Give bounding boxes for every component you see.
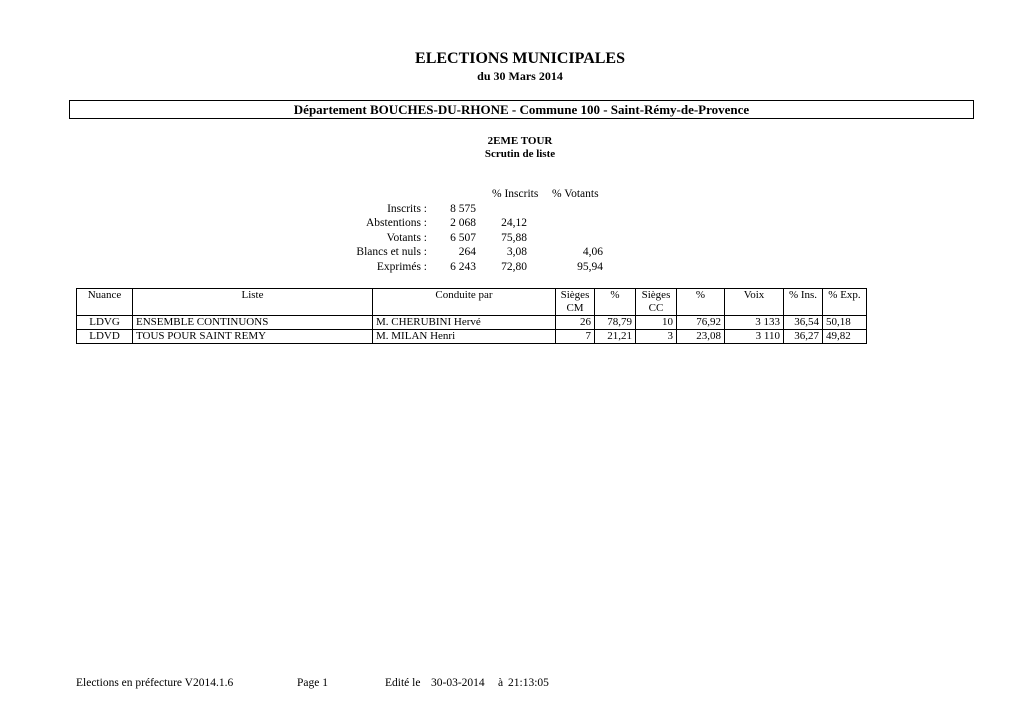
stats-label: Abstentions : xyxy=(365,217,427,229)
scrutin-type: Scrutin de liste xyxy=(484,148,556,160)
department-banner: Département BOUCHES-DU-RHONE - Commune 100 - Saint-Rémy-de-Provence xyxy=(69,100,974,119)
cell-pct-ins: 36,54 xyxy=(784,316,823,330)
cell-conduite: M. MILAN Henri xyxy=(373,330,556,344)
col-sieges-cc xyxy=(636,289,677,316)
stats-row-blancs-nuls xyxy=(0,246,1024,260)
round-label: 2EME TOUR xyxy=(487,135,553,147)
cell-sieges-cm: 7 xyxy=(556,330,595,344)
cell-pct-cc: 76,92 xyxy=(677,316,725,330)
stats-row-inscrits xyxy=(0,203,1024,217)
stats-label: Votants : xyxy=(386,232,427,244)
page-title: ELECTIONS MUNICIPALES xyxy=(415,50,625,67)
col-sieges-cm xyxy=(556,289,595,316)
col-pct-cm: % xyxy=(595,289,636,316)
col-sieges-cm-line1: Sièges xyxy=(560,289,590,301)
col-conduite: Conduite par xyxy=(373,289,556,316)
col-nuance: Nuance xyxy=(77,289,133,316)
col-sieges-cc-line2: CC xyxy=(648,302,664,314)
stats-value: 264 xyxy=(458,246,476,258)
footer-edited-label: Edité le xyxy=(385,677,421,689)
col-voix: Voix xyxy=(725,289,784,316)
election-date: du 30 Mars 2014 xyxy=(477,69,563,83)
col-pct-cc: % xyxy=(677,289,725,316)
cell-nuance: LDVG xyxy=(77,316,133,330)
col-pct-ins: % Ins. xyxy=(784,289,823,316)
cell-conduite: M. CHERUBINI Hervé xyxy=(373,316,556,330)
stats-pct-inscrits: 3,08 xyxy=(506,246,527,258)
col-pct-inscrits: % Inscrits xyxy=(492,188,539,200)
stats-pct-inscrits: 72,80 xyxy=(501,261,527,273)
stats-row-exprimes xyxy=(0,261,1024,275)
cell-voix: 3 110 xyxy=(725,330,784,344)
stats-row-votants xyxy=(0,232,1024,246)
cell-pct-exp: 49,82 xyxy=(823,330,867,344)
stats-label: Exprimés : xyxy=(376,261,427,273)
cell-nuance: LDVD xyxy=(77,330,133,344)
footer-page-number: Page 1 xyxy=(297,677,328,689)
cell-pct-cc: 23,08 xyxy=(677,330,725,344)
cell-pct-cm: 78,79 xyxy=(595,316,636,330)
table-row xyxy=(77,330,867,344)
cell-sieges-cc: 3 xyxy=(636,330,677,344)
cell-pct-exp: 50,18 xyxy=(823,316,867,330)
cell-voix: 3 133 xyxy=(725,316,784,330)
stats-header-row xyxy=(0,188,1024,202)
footer-app-version: Elections en préfecture V2014.1.6 xyxy=(76,677,234,689)
cell-liste: ENSEMBLE CONTINUONS xyxy=(133,316,373,330)
stats-value: 8 575 xyxy=(450,203,476,215)
stats-value: 2 068 xyxy=(450,217,476,229)
cell-sieges-cc: 10 xyxy=(636,316,677,330)
footer-edited-date: 30-03-2014 xyxy=(431,677,485,689)
cell-pct-ins: 36,27 xyxy=(784,330,823,344)
stats-value: 6 507 xyxy=(450,232,476,244)
col-liste: Liste xyxy=(133,289,373,316)
col-pct-votants: % Votants xyxy=(552,188,599,200)
stats-pct-inscrits: 75,88 xyxy=(501,232,527,244)
stats-label: Blancs et nuls : xyxy=(356,246,427,258)
stats-label: Inscrits : xyxy=(387,203,427,215)
stats-value: 6 243 xyxy=(450,261,476,273)
cell-pct-cm: 21,21 xyxy=(595,330,636,344)
results-table xyxy=(76,288,867,344)
footer-edited-time: 21:13:05 xyxy=(508,677,549,689)
table-row xyxy=(77,316,867,330)
results-header-row xyxy=(77,289,867,316)
footer-edited-at: à xyxy=(498,677,504,689)
stats-pct-votants: 4,06 xyxy=(582,246,603,258)
cell-sieges-cm: 26 xyxy=(556,316,595,330)
col-sieges-cm-line2: CM xyxy=(566,302,584,314)
stats-pct-votants: 95,94 xyxy=(577,261,603,273)
stats-pct-inscrits: 24,12 xyxy=(501,217,527,229)
stats-row-abstentions xyxy=(0,217,1024,231)
col-sieges-cc-line1: Sièges xyxy=(641,289,671,301)
col-pct-exp: % Exp. xyxy=(823,289,867,316)
cell-liste: TOUS POUR SAINT REMY xyxy=(133,330,373,344)
